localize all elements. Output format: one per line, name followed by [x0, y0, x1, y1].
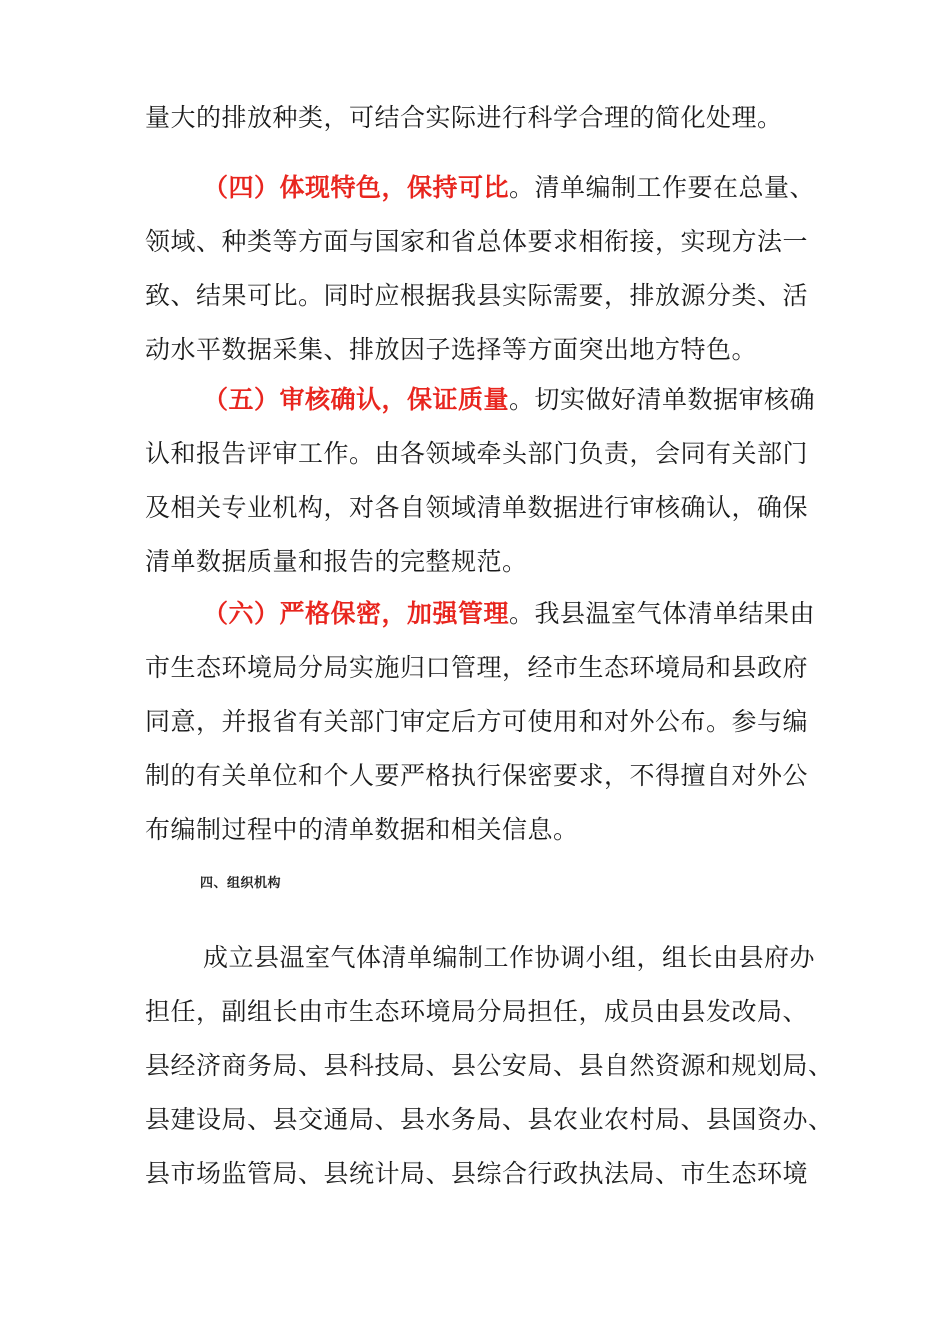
text-line — [145, 373, 816, 427]
paragraph-principle-4 — [145, 161, 816, 377]
text-line: 清单数据质量和报告的完整规范。 — [145, 547, 528, 576]
text-line: 市生态环境局分局实施归口管理，经市生态环境局和县政府 — [145, 653, 809, 682]
principle-4-text: 。清单编制工作要在总量、 — [509, 173, 816, 202]
text-line: 布编制过程中的清单数据和相关信息。 — [145, 815, 579, 844]
text-line: 担任，副组长由市生态环境局分局担任，成员由县发改局、 — [145, 997, 809, 1026]
text-line: 县经济商务局、县科技局、县公安局、县自然资源和规划局、 — [145, 1051, 834, 1080]
text-line: 认和报告评审工作。由各领域牵头部门负责，会同有关部门 — [145, 439, 809, 468]
section-heading: 四、组织机构 — [200, 876, 282, 891]
paragraph-intro — [145, 91, 810, 145]
text-line: 致、结果可比。同时应根据我县实际需要，排放源分类、活 — [145, 281, 809, 310]
paragraph-organization — [145, 931, 834, 1201]
paragraph-principle-5 — [145, 373, 816, 589]
text-line: 量大的排放种类，可结合实际进行科学合理的简化处理。 — [145, 103, 783, 132]
text-line: 县市场监管局、县统计局、县综合行政执法局、市生态环境 — [145, 1159, 809, 1188]
principle-5-heading: （五）审核确认，保证质量 — [203, 385, 510, 414]
text-line: 县建设局、县交通局、县水务局、县农业农村局、县国资办、 — [145, 1105, 834, 1134]
text-line: 及相关专业机构，对各自领域清单数据进行审核确认，确保 — [145, 493, 809, 522]
text-line: 成立县温室气体清单编制工作协调小组，组长由县府办 — [203, 943, 816, 972]
principle-6-text: 。我县温室气体清单结果由 — [509, 599, 816, 628]
principle-4-heading: （四）体现特色，保持可比 — [203, 173, 510, 202]
text-line: 同意，并报省有关部门审定后方可使用和对外公布。参与编 — [145, 707, 809, 736]
principle-6-heading: （六）严格保密，加强管理 — [203, 599, 510, 628]
text-line: 动水平数据采集、排放因子选择等方面突出地方特色。 — [145, 335, 758, 364]
text-line: 领域、种类等方面与国家和省总体要求相衔接，实现方法一 — [145, 227, 809, 256]
text-line — [145, 161, 816, 215]
text-line: 制的有关单位和个人要严格执行保密要求，不得擅自对外公 — [145, 761, 809, 790]
text-line — [145, 587, 816, 641]
paragraph-principle-6 — [145, 587, 816, 857]
principle-5-text: 。切实做好清单数据审核确 — [509, 385, 816, 414]
